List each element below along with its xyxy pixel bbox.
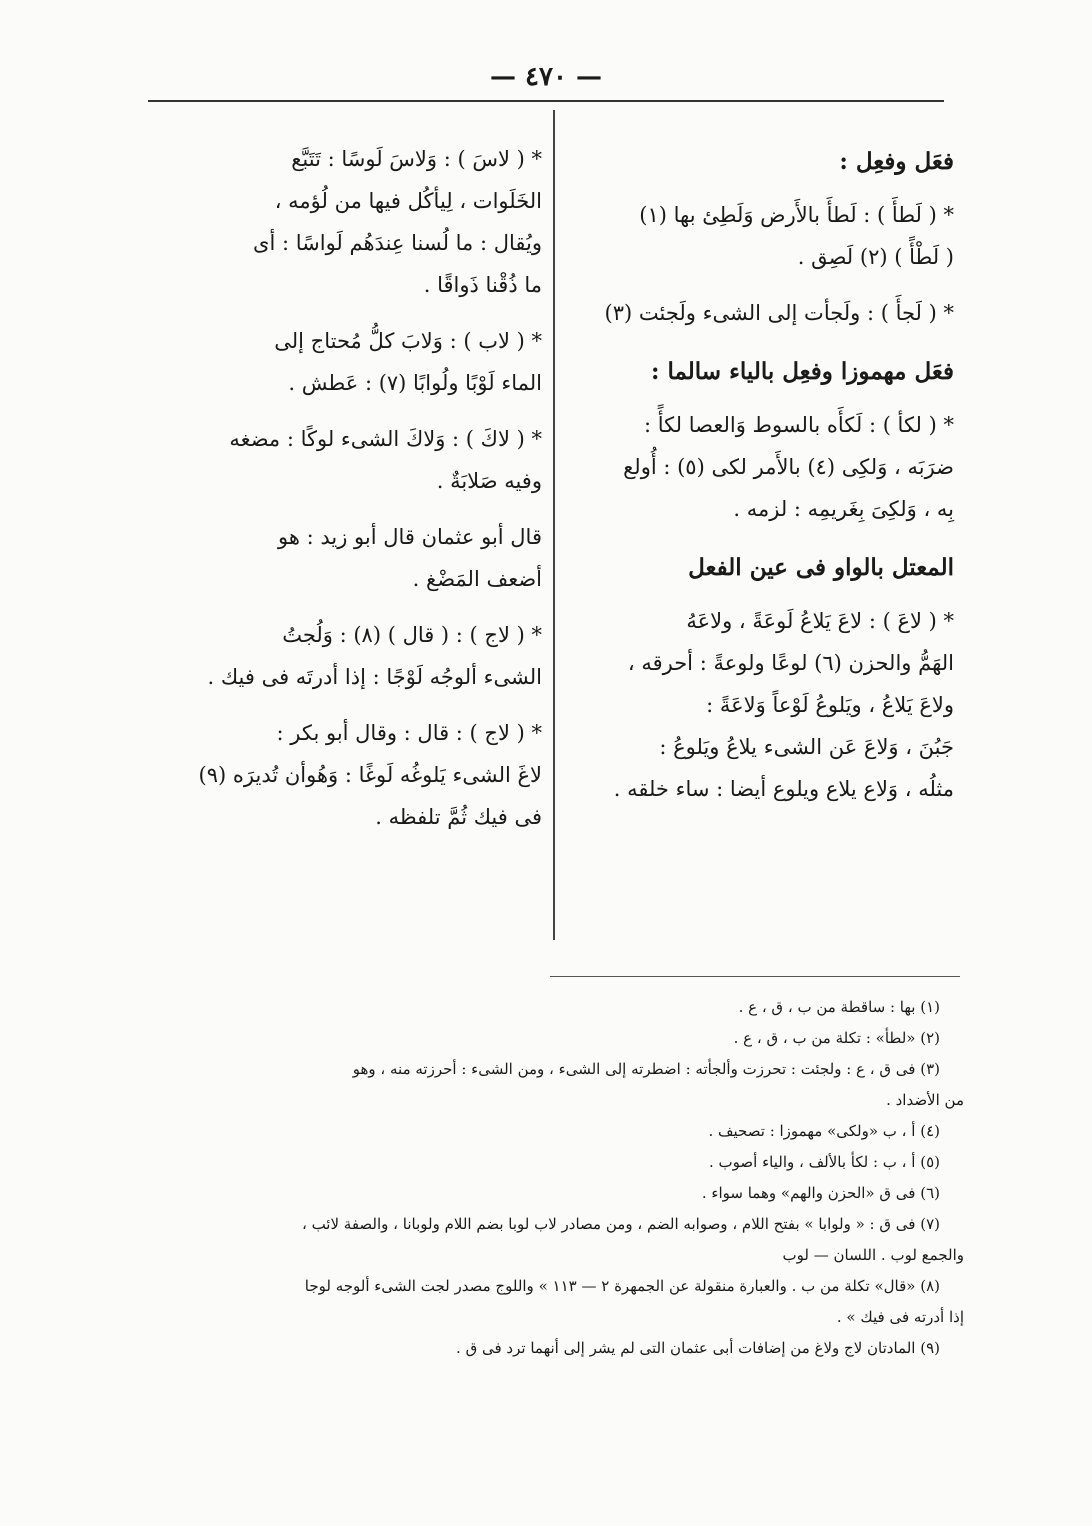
quote-abu-uthman [150, 516, 542, 600]
text-line: فى فيك ثُمَّ تلفظه . [375, 805, 542, 829]
text-line: * ( لاج ) : قال : وقال أبو بكر : [276, 721, 542, 745]
text-line: * ( لاب ) : وَلابَ كلُّ مُحتاج إلى [274, 329, 542, 353]
entry-las [150, 138, 542, 306]
text-line: ولاعَ يَلاعُ ، ويَلوعُ لَوْعاً وَلاعَةً : [706, 693, 954, 717]
text-line: * ( لَجأَ ) : ولَجأت إلى الشىء ولَجئت (٣) [604, 301, 954, 325]
footnote: (٤) أ ، ب «ولكى» مهموزا : تصحيف . [708, 1122, 940, 1140]
footnote: (٩) المادتان لاج ولاغ من إضافات أبى عثمان التى لم يشر إلى أنهما ترد فى ق . [456, 1339, 940, 1357]
text-line: ضرَبَه ، وَلكِى (٤) بالأَمر لكى (٥) : أُولع [623, 455, 954, 479]
text-line: * ( لاعَ ) : لاعَ يَلاعُ لَوعَةً ، ولاعَهُ [686, 609, 954, 633]
text-line: الشىء ألوجُه لَوْجًا : إذا أدرتَه فى فيك . [207, 665, 542, 689]
text-line: بِه ، وَلكِىَ بِغَريمِه : لزمه . [733, 497, 954, 521]
entry-laj-1 [150, 614, 542, 698]
section-heading: فعَل وفعِل : [839, 148, 954, 175]
text-line: لاغَ الشىء يَلوغُه لَوغًا : وَهُوأن تُديرَه (٩) [198, 763, 542, 787]
entry-laa [554, 600, 954, 810]
footnote-rule [550, 976, 960, 977]
text-line: جَبُنَ ، وَلاعَ عَن الشىء يلاعُ ويَلوعُ : [659, 735, 954, 759]
footnote: (١) بها : ساقطة من ب ، ق ، ع . [738, 998, 940, 1016]
text-line: ما ذُقْنا ذَواقًا . [423, 273, 542, 297]
entry-lab [150, 320, 542, 404]
footnote: (٣) فى ق ، ع : ولجئت : تحرزت وألجأته : اضطرته إلى الشىء ، ومن الشىء : أحرزته منه ، وهو [352, 1060, 940, 1078]
entry-lak [150, 418, 542, 502]
page-number: — ٤٧٠ — [489, 62, 603, 92]
footnote-continuation: من الأضداد . [886, 1091, 964, 1109]
footnote: (٥) أ ، ب : لكأ بالألف ، والياء أصوب . [709, 1153, 940, 1171]
footnote: (٦) فى ق «الحزن والهم» وهما سواء . [701, 1184, 940, 1202]
text-line: مثلُه ، وَلاع يلاع ويلوع أيضا : ساء خلقه . [613, 777, 954, 801]
footnote-continuation: والجمع لوب . اللسان — لوب [782, 1246, 964, 1264]
text-line: * ( لاكَ ) : وَلاكَ الشىء لوكًا : مضغه [229, 427, 542, 451]
text-line: * ( لَطأَ ) : لَطأَ بالأَرض وَلَطِئ بها (١) [639, 203, 954, 227]
entry-lata [554, 194, 954, 278]
footnote: (٨) «قال» تكلة من ب . والعبارة منقولة عن الجمهرة ٢ — ١١٣ » واللوج مصدر لجت الشىء ألوجه لوجا [304, 1277, 940, 1295]
footnote: (٢) «لطأ» : تكلة من ب ، ق ، ع . [733, 1029, 940, 1047]
footnotes [134, 992, 964, 1364]
entry-laj-2 [150, 712, 542, 838]
header-rule [148, 100, 944, 102]
text-line: قال أبو عثمان قال أبو زيد : هو [277, 525, 542, 549]
footnote-continuation: إذا أدرته فى فيك » . [836, 1308, 964, 1326]
text-line: الهَمُّ والحزن (٦) لوعًا ولوعةً : أحرقه ، [627, 651, 954, 675]
entry-laja [554, 292, 954, 334]
left-column [150, 138, 542, 852]
text-line: أضعف المَضْغ . [412, 567, 542, 591]
section-heading: فعَل مهموزا وفعِل بالياء سالما : [650, 358, 954, 385]
text-line: الماء لَوْبًا ولُوابًا (٧) : عَطش . [288, 371, 542, 395]
text-line: وفيه صَلابَةٌ . [436, 469, 542, 493]
text-line: * ( لاج ) : ( قال ) (٨) : وَلُجتُ [282, 623, 542, 647]
text-line: * ( لاسَ ) : وَلاسَ لَوسًا : تَتَبَّع [291, 147, 542, 171]
text-line: ( لَطْأً ) (٢) لَصِق . [797, 245, 954, 269]
footnote: (٧) فى ق : « ولوابا » بفتح اللام ، وصوابه الضم ، ومن مصادر لاب لوبا بضم اللام ولوبانا ، والصفة لائب ، [301, 1215, 940, 1233]
text-line: * ( لكأ ) : لَكأَه بالسوط وَالعصا لكأً : [643, 413, 954, 437]
text-line: الخَلَوات ، لِيأكُل فيها من لُؤمه ، [274, 189, 542, 213]
entry-laka [554, 404, 954, 530]
text-line: ويُقال : ما لُسنا عِندَهُم لَواسًا : أى [253, 231, 542, 255]
section-heading: المعتل بالواو فى عين الفعل [688, 554, 954, 581]
right-column [554, 138, 954, 824]
